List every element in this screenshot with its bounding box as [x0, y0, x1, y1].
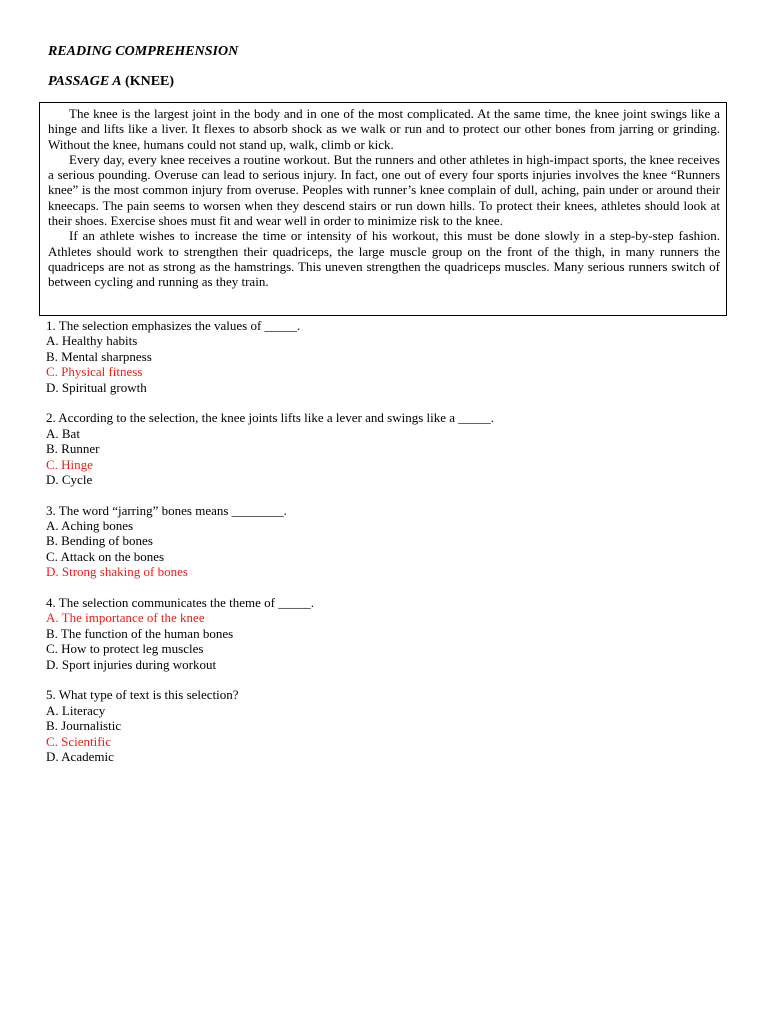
passage-paragraph-1: The knee is the largest joint in the body and in one of the most complicated. At the same time, the knee joint swings like a hinge and lifts like a liver. It flexes to absorb shock as we walk or run and to protect our other bones from jarring or grinding. Without the knee, humans could not stand up, walk, climb or kick. — [48, 106, 720, 152]
option-c: C. Hinge — [46, 456, 93, 472]
option-c: C. Scientific — [46, 733, 111, 749]
option-a: A. Bat — [46, 425, 80, 441]
question-text: 2. According to the selection, the knee joints lifts like a lever and swings like a _____. — [46, 410, 495, 426]
passage-paragraph-3: If an athlete wishes to increase the time or intensity of his workout, this must be done slowly in a step-by-step fashion. Athletes should work to strengthen their quadriceps, the large muscle group on the front of the thigh, in many runners the quadriceps are not as strong as the hamstrings. This uneven strengthen the quadriceps muscles. Many serious runners switch of between cycling and running as they train. — [48, 228, 720, 290]
option-b: B. Bending of bones — [46, 533, 153, 549]
question-1 — [46, 318, 726, 395]
option-c: C. Physical fitness — [46, 364, 143, 380]
question-4 — [46, 595, 726, 672]
option-b: B. Journalistic — [46, 718, 122, 734]
option-a: A. Healthy habits — [46, 333, 138, 349]
option-a: A. Literacy — [46, 702, 106, 718]
question-2 — [46, 410, 726, 487]
question-list — [46, 318, 726, 780]
passage-heading — [48, 74, 174, 90]
document-title: READING COMPREHENSION — [48, 44, 239, 59]
question-5 — [46, 687, 726, 764]
option-c: C. Attack on the bones — [46, 548, 165, 564]
option-b: B. Mental sharpness — [46, 348, 152, 364]
option-d: D. Academic — [46, 748, 114, 764]
question-text: 4. The selection communicates the theme of _____. — [46, 594, 314, 610]
question-3 — [46, 503, 726, 580]
passage-heading-label: PASSAGE A — [48, 74, 122, 89]
option-c: C. How to protect leg muscles — [46, 641, 204, 657]
option-a: A. Aching bones — [46, 518, 134, 534]
option-d: D. Cycle — [46, 471, 93, 487]
question-text: 1. The selection emphasizes the values of _____. — [46, 318, 301, 333]
question-text: 3. The word “jarring” bones means ________. — [46, 502, 287, 518]
question-text: 5. What type of text is this selection? — [46, 687, 239, 703]
option-d: D. Strong shaking of bones — [46, 564, 188, 580]
passage-paragraph-2: Every day, every knee receives a routine workout. But the runners and other athletes in high-impact sports, the knee receives a serious pounding. Overuse can lead to serious injury. In fact, one out of every four sports injuries involves the knee “Runners knee” is the most common injury from overuse. Peoples with runner’s knee complain of dull, aching, pain under or around their kneecaps. The pain seems to worsen when they descend stairs or run down hills. To protect their knees, athletes should look at their shoes. Exercise shoes must fit and wear well in order to minimize risk to the knee. — [48, 151, 720, 229]
passage-heading-topic: (KNEE) — [121, 74, 175, 89]
option-d: D. Sport injuries during workout — [46, 656, 217, 672]
option-b: B. The function of the human bones — [46, 625, 234, 641]
passage-box — [39, 102, 727, 316]
option-d: D. Spiritual growth — [46, 379, 147, 395]
option-a: A. The importance of the knee — [46, 610, 205, 626]
option-b: B. Runner — [46, 441, 100, 457]
